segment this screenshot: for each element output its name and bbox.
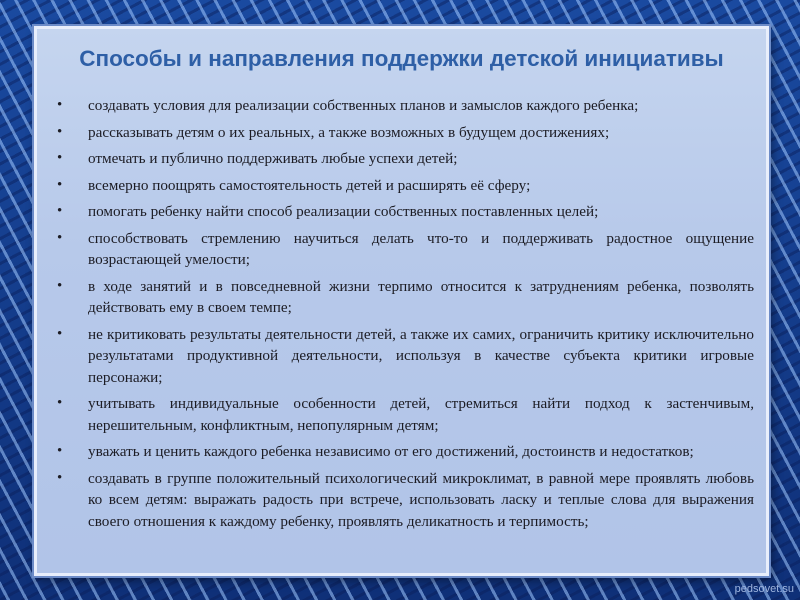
list-item	[57, 276, 754, 319]
list-item-text: всемерно поощрять самостоятельность детей и расширять её сферу;	[88, 176, 531, 194]
bullet-icon: •	[57, 150, 63, 166]
slide-panel	[34, 26, 769, 576]
bullet-icon: •	[57, 325, 63, 342]
list-item	[57, 175, 754, 197]
list-item-text: отмечать и публично поддерживать любые успехи детей;	[88, 150, 458, 167]
list-item-text: уважать и ценить каждого ребенка независимо от его достижений, достоинств и недостатков;	[88, 443, 694, 460]
bullet-icon: •	[57, 395, 63, 411]
list-item	[57, 148, 754, 170]
bullet-icon: •	[57, 203, 63, 219]
list-item-text: рассказывать детям о их реальных, а также возможных в будущем достижениях;	[88, 123, 610, 141]
bullet-icon: •	[57, 469, 63, 486]
list-item-text: не критиковать результаты деятельности детей, а также их самих, ограничить критику исключительно результатами продуктивной деятельности, используя в качестве субъекта критики игровые персонажи;	[88, 325, 754, 386]
list-item-text: создавать условия для реализации собственных планов и замыслов каждого ребенка;	[88, 97, 639, 114]
slide-title: Способы и направления поддержки детской инициативы	[79, 46, 724, 71]
list-item	[57, 441, 754, 463]
list-item-text: учитывать индивидуальные особенности детей, стремиться найти подход к застенчивым, нерешительным, конфликтным, непопулярным детям;	[88, 395, 754, 434]
bullet-icon: •	[57, 229, 63, 246]
list-item-text: создавать в группе положительный психологический микроклимат, в равной мере проявлять любовь ко всем детям: выражать радость при встрече, использовать ласку и теплые слова для выражения своего отношения к каждому ребенку, проявлять деликатность и терпимость;	[88, 469, 754, 530]
bullet-icon: •	[57, 97, 63, 113]
bullet-icon: •	[57, 123, 63, 140]
list-item-text: помогать ребенку найти способ реализации собственных поставленных целей;	[88, 203, 599, 220]
bullet-icon: •	[57, 277, 63, 294]
list-item-text: в ходе занятий и в повседневной жизни терпимо относится к затруднениям ребенка, позволять действовать ему в своем темпе;	[88, 277, 754, 316]
list-item	[57, 122, 754, 144]
bullet-icon: •	[57, 176, 63, 193]
list-item	[57, 468, 754, 533]
list-item	[57, 201, 754, 223]
list-item	[57, 393, 754, 436]
watermark-text: pedsovet.su	[734, 583, 794, 595]
list-item	[57, 324, 754, 389]
list-item	[57, 95, 754, 117]
bullet-icon: •	[57, 443, 63, 459]
list-item	[57, 228, 754, 271]
bullet-list	[57, 95, 754, 537]
list-item-text: способствовать стремлению научиться делать что-то и поддерживать радостное ощущение возрастающей умелости;	[88, 229, 754, 268]
